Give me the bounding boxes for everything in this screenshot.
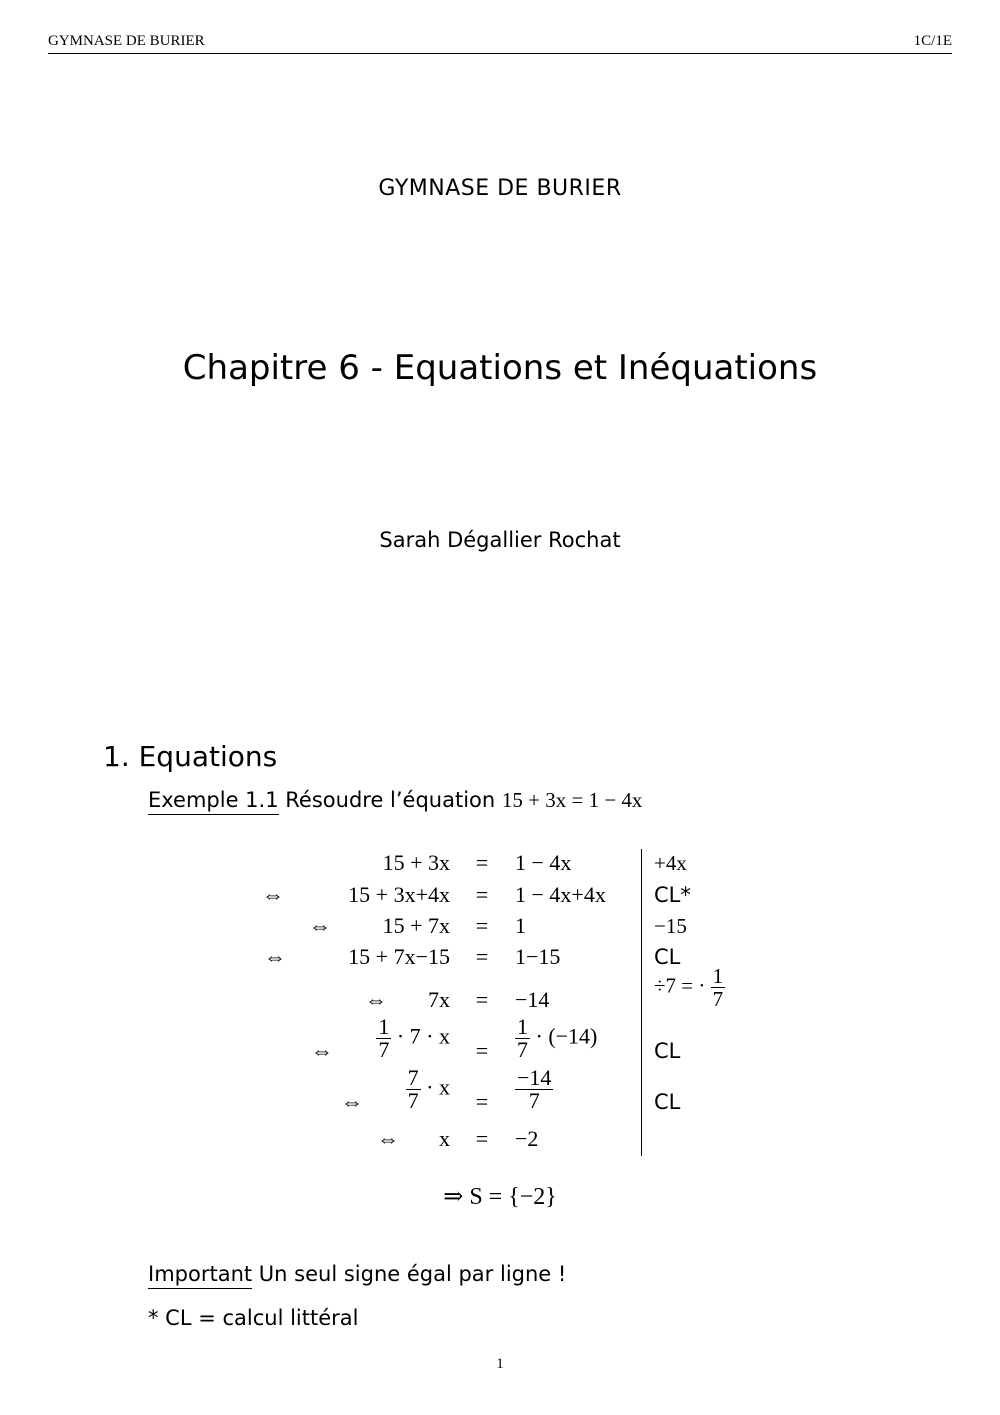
row-rhs: −14 (515, 987, 550, 1012)
row-operation (654, 965, 725, 1010)
chapter-title: Chapitre 6 - Equations et Inéquations (182, 348, 818, 388)
fraction-numerator: 7 (407, 1065, 419, 1090)
equivalence-symbol: ⇔ (365, 987, 387, 1012)
row-rhs: 1−15 (515, 944, 561, 969)
equivalence-symbol: ⇔ (264, 944, 286, 969)
example-statement (148, 788, 642, 813)
row-lhs (300, 1016, 450, 1061)
row-rhs: 1 − 4x (515, 850, 572, 875)
author-name: Sarah Dégallier Rochat (379, 528, 621, 552)
row-operation: −15 (654, 914, 687, 938)
important-text: Un seul signe égal par ligne ! (258, 1262, 567, 1286)
fraction (406, 1067, 421, 1112)
fraction-denominator: 7 (407, 1088, 419, 1113)
row-lhs: 15 + 3x (382, 850, 450, 875)
row-equals: = (475, 1038, 489, 1063)
fraction (376, 1016, 391, 1061)
row-equals: = (475, 1126, 489, 1151)
running-header (48, 33, 952, 54)
operation-prefix: ÷7 = · (654, 973, 706, 998)
fraction-denominator: 7 (712, 987, 724, 1011)
fraction-denominator: 7 (528, 1088, 540, 1113)
operations-divider (641, 849, 642, 1156)
important-label: Important (148, 1262, 252, 1289)
header-right-text: 1C/1E (913, 33, 952, 49)
row-equals: = (475, 850, 489, 875)
row-equals: = (475, 882, 489, 907)
equivalence-symbol: ⇔ (309, 913, 331, 938)
row-operation: CL (654, 1090, 681, 1114)
fraction-numerator: 1 (517, 1014, 528, 1039)
equivalence-symbol: ⇔ (377, 1126, 399, 1151)
row-equals: = (475, 944, 489, 969)
fraction-numerator: 1 (378, 1014, 390, 1039)
row-operation: CL (654, 1039, 681, 1063)
fraction-numerator: 1 (712, 964, 724, 988)
fraction (711, 965, 726, 1010)
important-note (148, 1262, 566, 1286)
lhs-rest: · 7 · x (396, 1023, 450, 1049)
page-number: 1 (496, 1356, 504, 1372)
equivalence-symbol: ⇔ (341, 1089, 363, 1114)
fraction-denominator: 7 (378, 1037, 390, 1062)
row-lhs: 15 + 3x+4x (348, 882, 450, 907)
equivalence-symbol: ⇔ (311, 1038, 333, 1063)
row-operation: CL* (654, 883, 691, 907)
fraction-numerator: −14 (517, 1065, 552, 1090)
row-lhs: 7x (428, 987, 450, 1012)
fraction (515, 1016, 530, 1061)
equivalence-symbol: ⇔ (262, 882, 284, 907)
school-name: GYMNASE DE BURIER (378, 176, 622, 201)
row-lhs: 15 + 7x (382, 913, 450, 938)
solution-set: ⇒ S = {−2} (443, 1184, 557, 1210)
row-rhs: 1 − 4x+4x (515, 882, 606, 907)
section-heading: 1. Equations (103, 740, 278, 773)
example-text: Résoudre l’équation (285, 788, 496, 812)
row-rhs (515, 1016, 597, 1061)
row-equals: = (475, 1089, 489, 1114)
row-rhs: 1 (515, 913, 526, 938)
row-operation: CL (654, 945, 681, 969)
example-equation: 15 + 3x = 1 − 4x (501, 788, 643, 812)
rhs-rest: · (−14) (535, 1023, 598, 1049)
row-rhs (515, 1067, 553, 1112)
row-lhs: 15 + 7x−15 (348, 944, 450, 969)
header-left-text: GYMNASE DE BURIER (48, 33, 205, 49)
row-rhs: −2 (515, 1126, 539, 1151)
fraction-denominator: 7 (517, 1037, 528, 1062)
example-label: Exemple 1.1 (148, 788, 279, 815)
row-equals: = (475, 987, 489, 1012)
row-lhs: x (439, 1126, 450, 1151)
row-operation: +4x (654, 851, 687, 875)
fraction (515, 1067, 553, 1112)
row-equals: = (475, 913, 489, 938)
footnote: * CL = calcul littéral (148, 1306, 359, 1330)
row-lhs (300, 1067, 450, 1112)
lhs-rest: · x (426, 1074, 450, 1100)
